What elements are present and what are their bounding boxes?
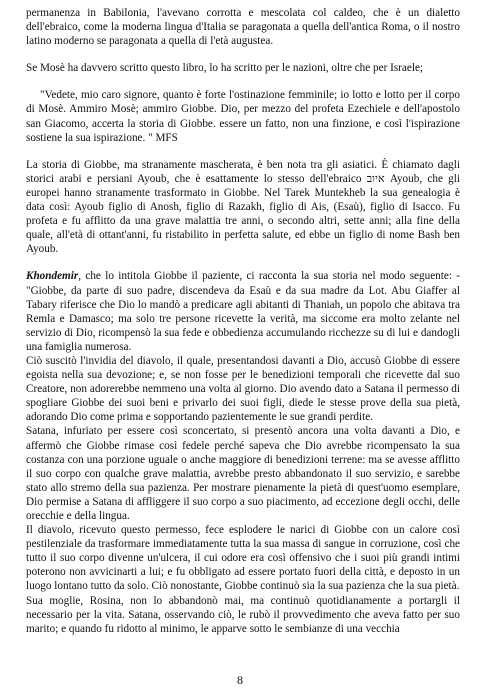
paragraph-satan-returns: Satana, infuriato per essere così sconcertato, si presentò ancora una volta davanti a Dio, e affermò che Giobbe rimase così fedele perché sapeva che Dio avrebbe ricompensato la sua costanza con una porzione uguale o anche maggiore di benedizioni terrene: ma se avesse afflitto il suo corpo con qualche grave malattia, avrebbe presto abbandonato il suo servizio, e sarebbe stato allo stremo della sua pazienza. Per mostrare pienamente la pietà di quest'uomo esemplare, Dio permise a Satana di affliggere il suo corpo a suo piacimento, ad eccezione degli occhi, delle orecchie e della lingua. [26,425,460,522]
paragraph-story-of-job: La storia di Giobbe, ma stranamente mascherata, è ben nota tra gli asiatici. È chiamato dagli storici arabi e persiani Ayoub, che è esattamente lo stesso dell'ebraico איוב Ayoub, che gli europei hanno stranamente trasformato in Giobbe. Nel Tarek Muntekheb la sua genealogia è data così: Ayoub figlio di Anosh, figlio di Razakh, figlio di Ais, (Esaù), figlio di Isacco. Fu profeta e fu afflitto da una grave malattia tre anni, o secondo altri, sette anni; alla fine della quale, all'età di ottant'anni, fu ristabilito in perfetta salute, ed ebbe un figlio di nome Bash ben Ayoub. [26,158,460,256]
paragraph-moses: Se Mosè ha davvero scritto questo libro, lo ha scritto per le nazioni, oltre che per Israele; [26,62,424,75]
paragraph-affliction: Il diavolo, ricevuto questo permesso, fece esplodere le narici di Giobbe con un calore così pestilenziale da trasformare immediatamente tutta la sua massa di sangue in corruzione, così che tutto il suo corpo divenne un'ulcera, il cui odore era così offensivo che i suoi più grandi intimi poterono non avvicinarti a lui; e fu obbligato ad essere portato fuori della città, e deposto in un luogo lontano tutto da solo. Ciò nonostante, Giobbe continuò sia la sua pazienza che la sua pietà. [26,524,460,593]
paragraph-wife-rosina: Sua moglie, Rosina, non lo abbandonò mai, ma continuò quotidianamente a portargli il necessario per la vita. Satana, osservando ciò, le rubò il provvedimento che aveva fatto per suo marito; e quando fu ridotto al minimo, le apparve sotto le sembianze di una vecchia [26,594,460,635]
khondemir-text: , che lo intitola Giobbe il paziente, ci racconta la sua storia nel modo seguente: - "Giobbe, da parte di suo padre, discendeva da Esaù e da sua madre da Lot. Abu Giaffer al Tabary riferisce che Dio lo mandò a predicare agli abitanti di Thaniah, un popolo che abitava tra Remla e Damasco; ma solo tre persone ricevette la verità, ma siccome era molto zelante nel servizio di Dio, ricompensò la sua fede e obbedienza accumulando ricchezze su di lui e dandogli una famiglia numerosa. [26,270,460,353]
khondemir-name: Khondemir [26,270,79,283]
paragraph-babylon: permanenza in Babilonia, l'avevano corrotta e mescolata col caldeo, che è un dialetto dell'ebraico, come la moderna lingua d'Italia se paragonata a quella dell'antica Roma, o il nostro latino moderno se paragonata a quella di l'età augustea. [26,7,460,48]
paragraph-khondemir [26,269,460,354]
paragraph-devil-envy: Ciò suscitò l'invidia del diavolo, il quale, presentandosi davanti a Dio, accusò Giobbe di essere egoista nella sua devozione; e, se non fosse per le benedizioni temporali che ricevette dal suo Creatore, non adorerebbe nemmeno una volta al giorno. Dio avendo dato a Satana il permesso di spogliare Giobbe dei suoi beni e privarlo dei suoi figli, diede le stesse prove della sua pietà, adorando Dio come prima e sopportando pazientemente le sue grandi perdite. [26,354,460,424]
paragraph-quote: "Vedete, mio caro signore, quanto è forte l'ostinazione femminile; io lotto e lotto per il corpo di Mosè. Ammiro Mosè; ammiro Giobbe. Dio, per mezzo del profeta Ezechiele e dell'apostolo san Giacomo, accerta la storia di Giobbe. essere un fatto, non una finzione, e così l'ispirazione sostiene la sua ispirazione. " MFS [26,89,460,144]
page-number: 8 [237,673,243,687]
